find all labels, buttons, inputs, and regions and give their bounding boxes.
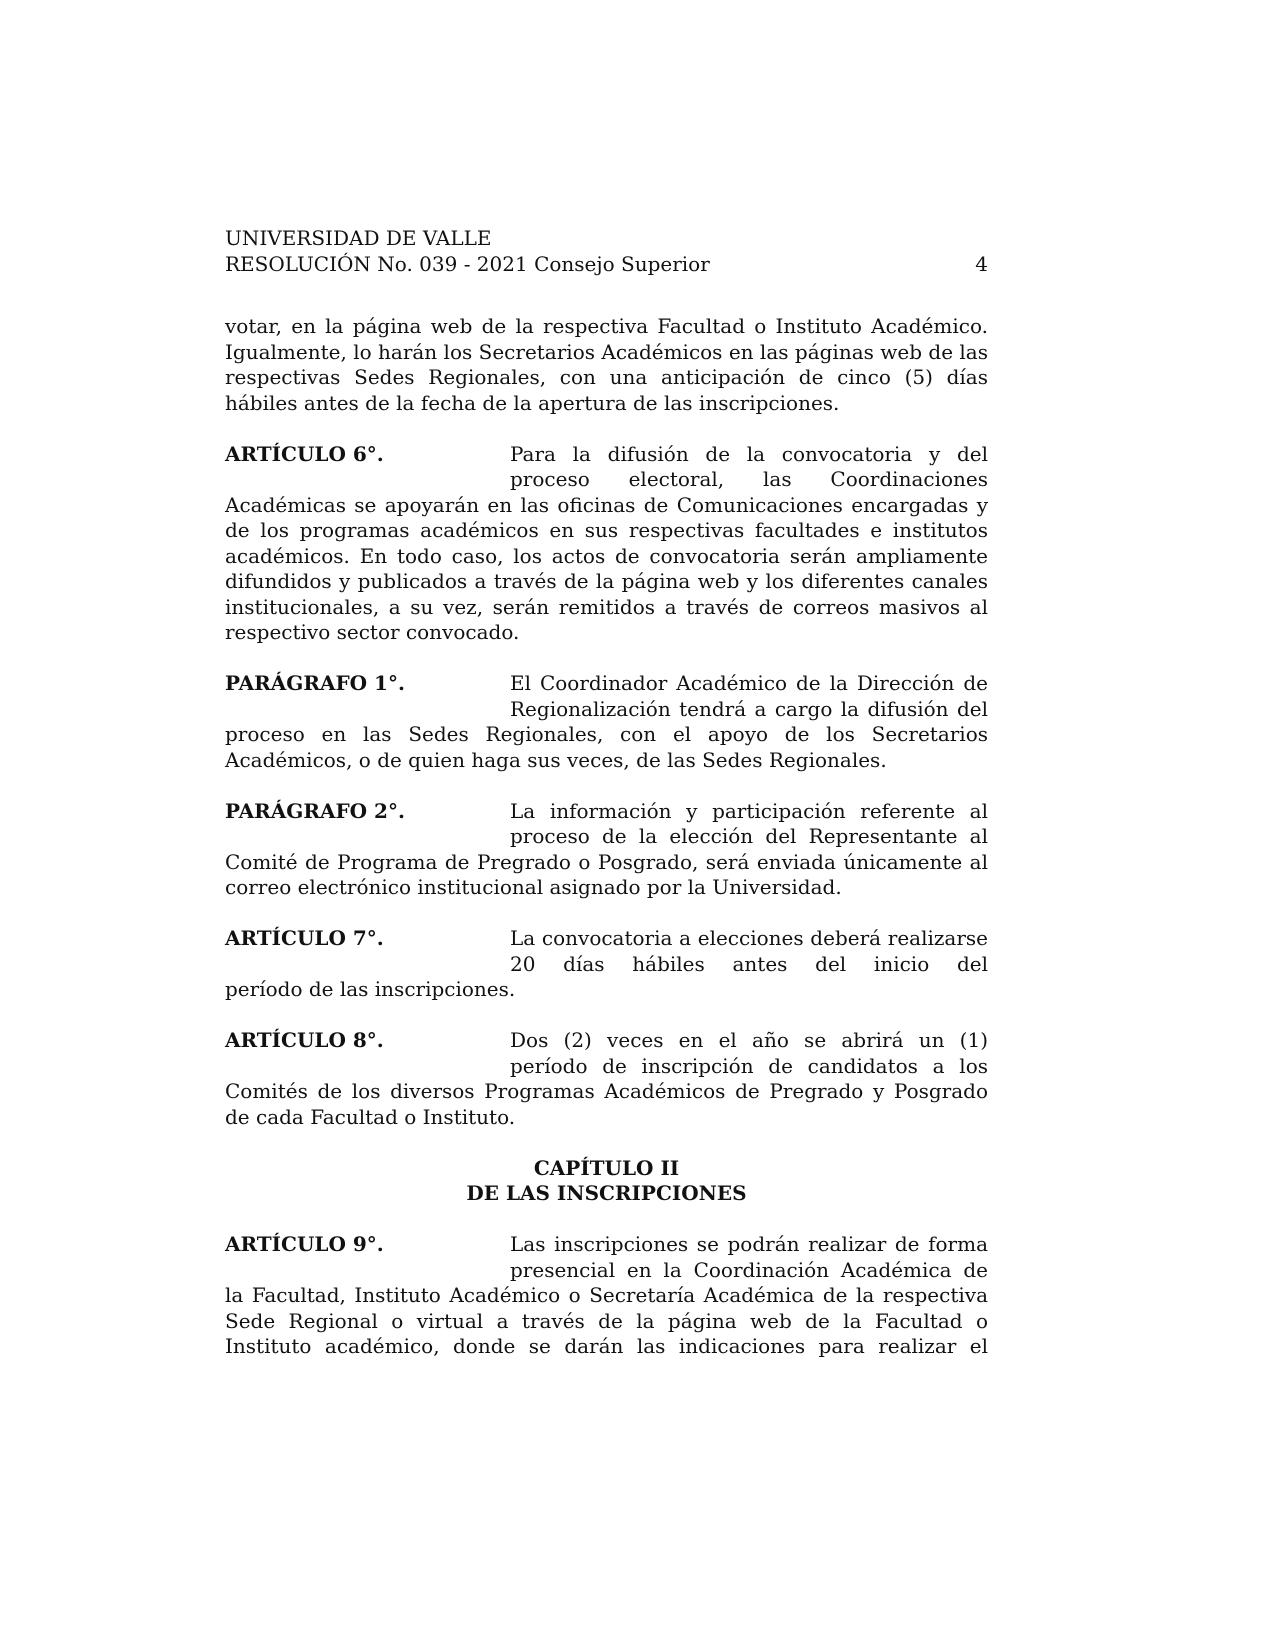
paragraph-2 [225, 799, 988, 901]
article-6 [225, 442, 988, 646]
page-header [225, 226, 988, 277]
page-number: 4 [975, 251, 988, 276]
article-body: proceso en las Sedes Regionales, con el apoyo de los Secretarios Académicos, o de quien haga sus veces, de las Sedes Regionales. [225, 722, 988, 772]
article-body: Comités de los diversos Programas Académicos de Pregrado y Posgrado de cada Facultad o Instituto. [225, 1079, 988, 1129]
article-lead-text: La información y participación referente al proceso de la elección del Representante al [510, 798, 988, 848]
chapter-heading [225, 1156, 988, 1207]
article-7 [225, 926, 988, 1003]
article-body: Académicas se apoyarán en las oficinas de Comunicaciones encargadas y de los programas académicos en sus respectivas facultades e institutos académicos. En todo caso, los actos de convocatoria serán ampliamente difundidos y publicados a través de la página web y los diferentes canales institucionales, a su vez, serán remitidos a través de correos masivos al respectivo sector convocado. [225, 492, 988, 644]
chapter-subtitle: DE LAS INSCRIPCIONES [466, 1181, 747, 1205]
article-lead-text: Para la difusión de la convocatoria y del proceso electoral, las Coordinaciones [510, 441, 988, 491]
resolution-title: RESOLUCIÓN No. 039 - 2021 Consejo Superior [225, 251, 710, 276]
document-page [225, 226, 988, 1385]
article-lead-text: El Coordinador Académico de la Dirección de Regionalización tendrá a cargo la difusión del [510, 671, 988, 721]
paragraph-1 [225, 671, 988, 773]
article-8 [225, 1028, 988, 1130]
article-lead-text: Las inscripciones se podrán realizar de forma presencial en la Coordinación Académica de [510, 1232, 988, 1282]
article-body: Comité de Programa de Pregrado o Posgrado, será enviada únicamente al correo electrónico institucional asignado por la Universidad. [225, 849, 988, 899]
article-body: la Facultad, Instituto Académico o Secretaría Académica de la respectiva Sede Regional o virtual a través de la página web de la Facultad o Instituto académico, donde se darán las indicaciones para realizar el [225, 1283, 988, 1358]
article-lead-text: La convocatoria a elecciones deberá realizarse 20 días hábiles antes del inicio del [510, 926, 988, 976]
article-label: PARÁGRAFO 1°. [225, 671, 405, 695]
institution-name: UNIVERSIDAD DE VALLE [225, 226, 492, 250]
article-lead-text: Dos (2) veces en el año se abrirá un (1) período de inscripción de candidatos a los [510, 1028, 988, 1078]
article-label: ARTÍCULO 8°. [225, 1028, 384, 1052]
article-9 [225, 1232, 988, 1360]
chapter-title: CAPÍTULO II [533, 1155, 680, 1180]
article-label: ARTÍCULO 6°. [225, 441, 384, 466]
intro-paragraph: votar, en la página web de la respectiva Facultad o Instituto Académico. Igualmente, lo harán los Secretarios Académicos en las páginas web de las respectivas Sedes Regionales, con una anticipación de cinco (5) días hábiles antes de la fecha de la apertura de las inscripciones. [225, 314, 988, 415]
article-label: PARÁGRAFO 2°. [225, 798, 405, 823]
article-label: ARTÍCULO 9°. [225, 1232, 384, 1256]
article-body: período de las inscripciones. [225, 977, 516, 1001]
article-label: ARTÍCULO 7°. [225, 926, 384, 950]
